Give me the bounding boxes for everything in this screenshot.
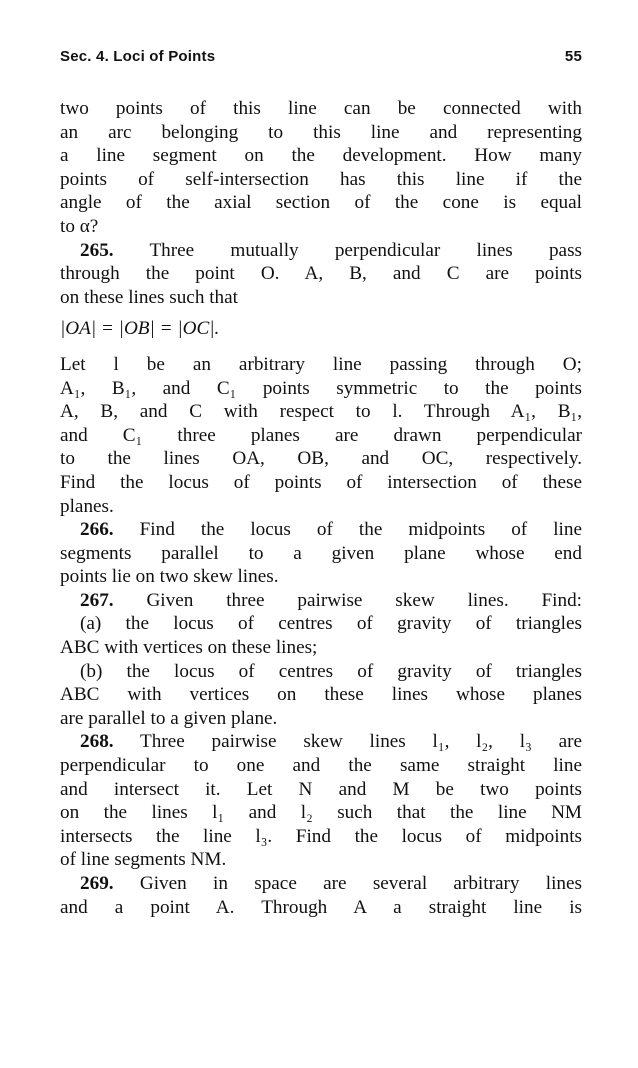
problem-number-266: 266. <box>80 519 114 541</box>
text-line: planes. <box>60 495 114 517</box>
text-line: Three mutually perpendicular lines pass <box>149 239 583 261</box>
text-line: (b) the locus of centres of gravity of triangles <box>80 660 582 682</box>
text-line: Given three pairwise skew lines. Find: <box>146 589 583 611</box>
text-line: angle of the axial section of the cone is equal <box>60 192 582 214</box>
text-line: to α? <box>60 215 99 237</box>
section-title: Sec. 4. Loci of Points <box>60 48 216 65</box>
text-line: Find the locus of points of intersection of these <box>60 471 582 493</box>
text-line: Three pairwise skew lines l₁, l₂, l₃ are <box>140 731 582 753</box>
text-line: an arc belonging to this line and representing <box>60 121 582 143</box>
text-line: segments parallel to a given plane whose end <box>60 542 582 564</box>
problem-268-first-line <box>60 730 582 754</box>
text-line: two points of this line can be connected with <box>60 98 582 119</box>
text-line: points lie on two skew lines. <box>60 566 279 588</box>
problem-number-269: 269. <box>80 873 114 894</box>
text-line: and intersect it. Let N and M be two points <box>60 778 582 800</box>
text-line: on the lines l₁ and l₂ such that the line NM <box>60 802 582 824</box>
problem-269-first-line <box>60 872 582 896</box>
problem-265-first-line <box>60 239 582 263</box>
problem-number-268: 268. <box>80 731 114 753</box>
text-line: (a) the locus of centres of gravity of triangles <box>80 613 582 635</box>
text-line: on these lines such that <box>60 286 238 308</box>
text-line: Find the locus of the midpoints of line <box>139 519 582 541</box>
problem-266-first-line <box>60 518 582 542</box>
problem-267-first-line <box>60 589 582 613</box>
running-header <box>60 48 582 65</box>
text-line: of line segments NM. <box>60 849 227 871</box>
text-line: perpendicular to one and the same straight line <box>60 755 582 777</box>
text-line: to the lines OA, OB, and OC, respectively. <box>60 448 582 470</box>
text-line: points of self-intersection has this line if the <box>60 168 582 190</box>
text-line: A, B, and C with respect to l. Through A₁, B₁, <box>60 401 582 423</box>
problem-number-267: 267. <box>80 589 114 611</box>
book-page <box>60 48 582 919</box>
problem-number-265: 265. <box>80 239 114 261</box>
text-line: a line segment on the development. How many <box>60 145 582 167</box>
text-line: are parallel to a given plane. <box>60 707 278 729</box>
text-line: Let l be an arbitrary line passing through O; <box>60 353 582 375</box>
text-line: intersects the line l₃. Find the locus of midpoints <box>60 825 582 847</box>
text-line: through the point O. A, B, and C are points <box>60 263 582 285</box>
text-line: ABC with vertices on these lines; <box>60 637 318 659</box>
page-body <box>60 97 582 919</box>
page-number: 55 <box>564 48 582 65</box>
text-line: A₁, B₁, and C₁ points symmetric to the points <box>60 377 582 399</box>
text-line: ABC with vertices on these lines whose planes <box>60 684 582 706</box>
text-line: and a point A. Through A a straight line is <box>60 896 582 918</box>
text-line: Given in space are several arbitrary lines <box>139 873 583 894</box>
equation: |OA| = |OB| = |OC|. <box>60 318 220 340</box>
text-line: and C₁ three planes are drawn perpendicular <box>60 424 582 446</box>
